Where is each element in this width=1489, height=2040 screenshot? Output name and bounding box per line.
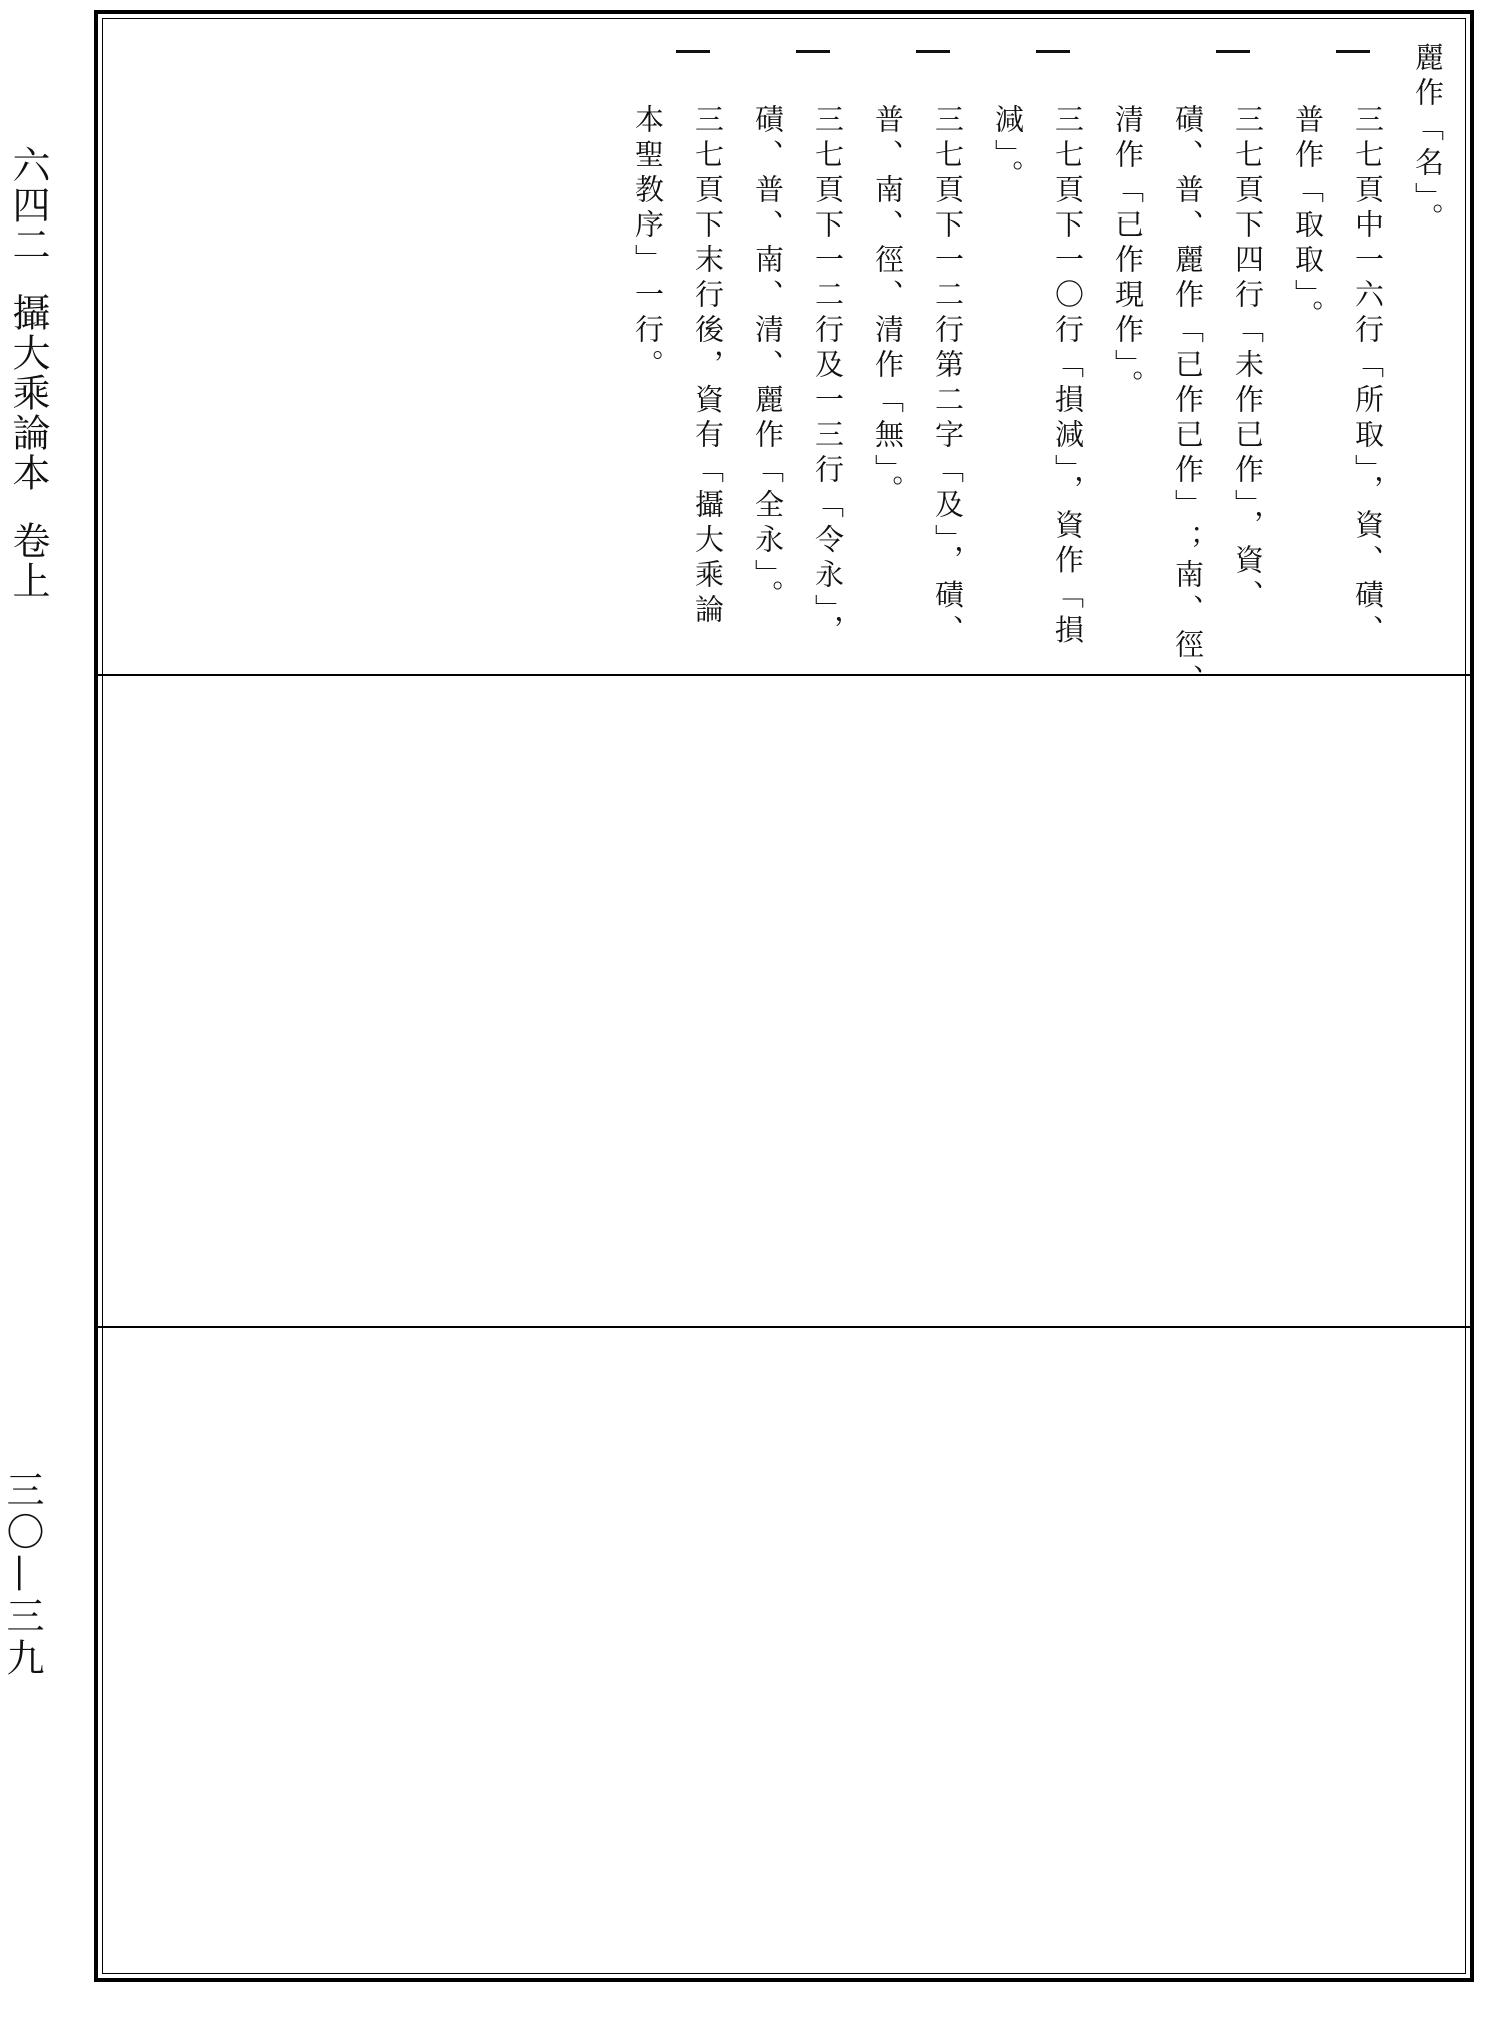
section-divider-lower xyxy=(94,1326,1474,1328)
note-6-line-1: 三七頁下末行後，資有「攝大乘論 xyxy=(691,104,725,629)
note-3-bullet xyxy=(1033,36,1073,42)
page-number: 三〇—三九 xyxy=(0,1470,44,1680)
note-6-line-2: 本聖教序」一行。 xyxy=(631,104,665,384)
title-fascicle: 卷上 xyxy=(6,521,50,601)
note-6-bullet xyxy=(673,36,713,42)
note-2-bullet xyxy=(1213,36,1253,42)
note-1-bullet xyxy=(1333,36,1373,42)
margin-title xyxy=(6,145,50,601)
note-2-line-1: 三七頁下四行「未作已作」，資、 xyxy=(1231,104,1265,615)
note-2-line-3: 清作「已作現作」。 xyxy=(1111,104,1145,405)
note-3-line-2: 減」。 xyxy=(991,104,1025,195)
note-1-line-2: 普作「取取」。 xyxy=(1291,104,1325,335)
note-5-bullet xyxy=(793,36,833,42)
note-line-fragment: 麗作「名」。 xyxy=(1411,42,1445,238)
note-2-line-2: 磧、普、麗作「已作已作」；南、徑、 xyxy=(1171,104,1205,699)
title-text: 攝大乘論本 xyxy=(6,293,50,493)
note-4-line-1: 三七頁下一二行第二字「及」，磧、 xyxy=(931,104,965,650)
note-1-line-1: 三七頁中一六行「所取」，資、磧、 xyxy=(1351,104,1385,650)
note-5-line-2: 磧、普、南、清、麗作「全永」。 xyxy=(751,104,785,615)
note-5-line-1: 三七頁下一二行及一三行「令永」， xyxy=(811,104,845,650)
title-volume-number: 六四二 xyxy=(6,145,50,265)
note-4-line-2: 普、南、徑、清作「無」。 xyxy=(871,104,905,510)
note-3-line-1: 三七頁下一〇行「損減」，資作「損 xyxy=(1051,104,1085,650)
note-4-bullet xyxy=(913,36,953,42)
